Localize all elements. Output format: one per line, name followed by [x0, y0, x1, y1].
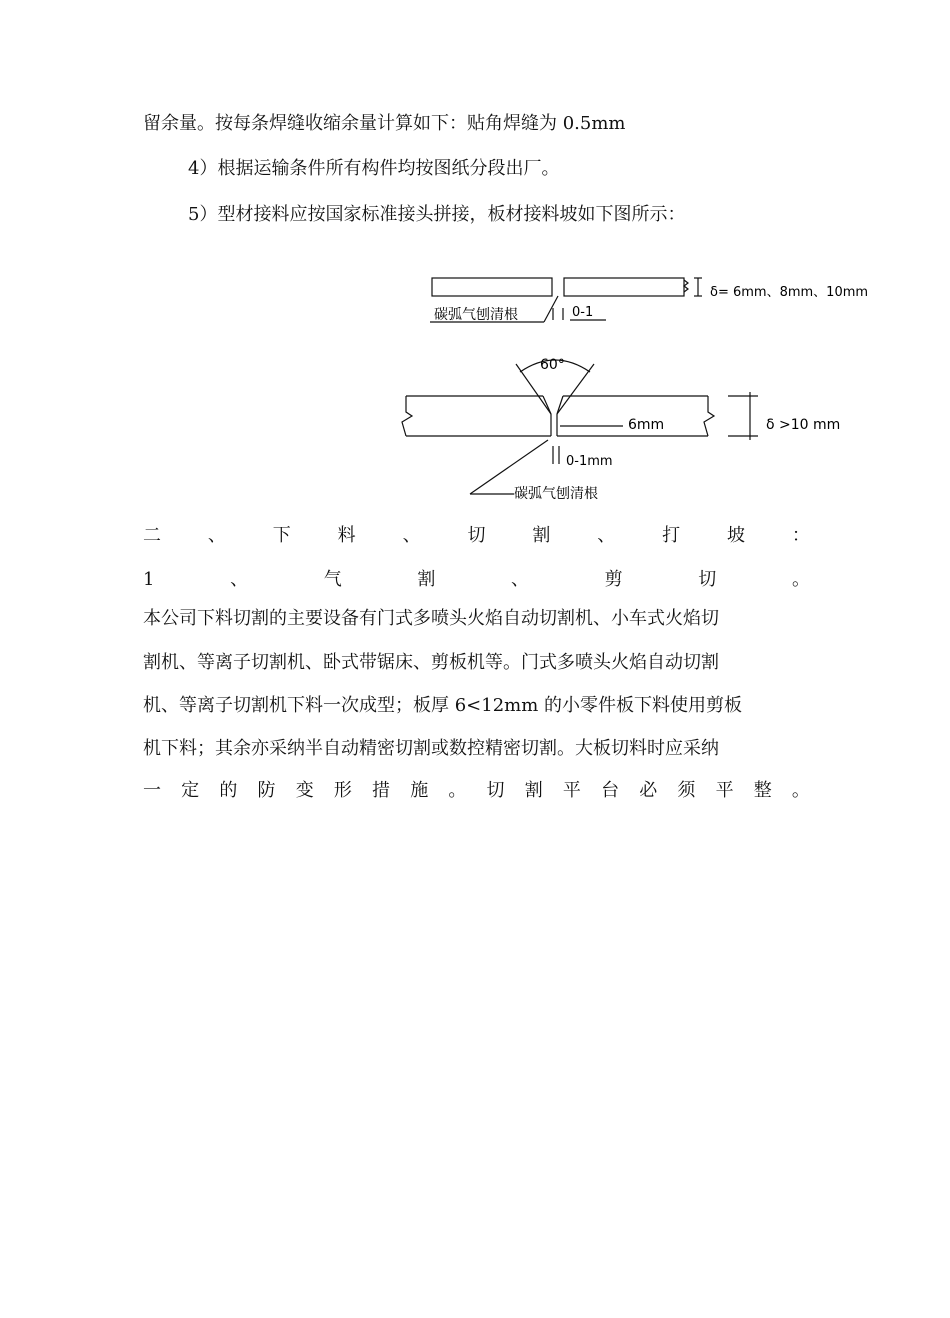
svg-text:δ >10 mm: δ >10 mm: [766, 417, 841, 433]
paragraph-shrinkage: 留余量。按每条焊缝收缩余量计算如下：贴角焊缝为 0.5mm: [143, 113, 626, 134]
leader-line: [544, 296, 558, 322]
svg-text:δ= 6mm、8mm、10mm: δ= 6mm、8mm、10mm: [710, 285, 868, 300]
groove-right: [557, 396, 563, 414]
body-line-3: 机、等离子切割机下料一次成型；板厚 6<12mm 的小零件板下料使用剪板: [143, 695, 743, 716]
body-line-1: 本公司下料切割的主要设备有门式多喷头火焰自动切割机、小车式火焰切: [143, 608, 719, 629]
body-line-4: 机下料；其余亦采纳半自动精密切割或数控精密切割。大板切料时应采纳: [143, 738, 719, 759]
paragraph-transport: 4）根据运输条件所有构件均按图纸分段出厂。: [188, 158, 560, 179]
break-mark-right-icon: [704, 396, 714, 436]
body-line-2: 割机、等离子切割机、卧式带锯床、剪板机等。门式多喷头火焰自动切割: [143, 652, 719, 673]
subsection-heading: 1 、 气 割 、 剪 切 。: [143, 569, 810, 590]
paragraph-splicing: 5）型材接料应按国家标准接头拼接，板材接料坡如下图所示：: [188, 204, 686, 225]
groove-diagram: [398, 268, 868, 508]
section-heading: 二 、 下 料 、 切 割 、 打 坡 ：: [143, 525, 810, 546]
svg-text:碳弧气刨清根: 碳弧气刨清根: [514, 486, 598, 502]
svg-text:0-1: 0-1: [572, 305, 594, 320]
body-line-5: 一 定 的 防 变 形 措 施 。 切 割 平 台 必 须 平 整 。: [143, 780, 810, 801]
top-plate-left: [432, 278, 552, 296]
top-plate-right: [564, 278, 684, 296]
svg-text:0-1mm: 0-1mm: [566, 454, 613, 469]
svg-text:碳弧气刨清根: 碳弧气刨清根: [434, 307, 518, 323]
svg-text:6mm: 6mm: [628, 417, 665, 433]
svg-text:60°: 60°: [540, 357, 565, 373]
break-mark-left-icon: [402, 396, 412, 436]
